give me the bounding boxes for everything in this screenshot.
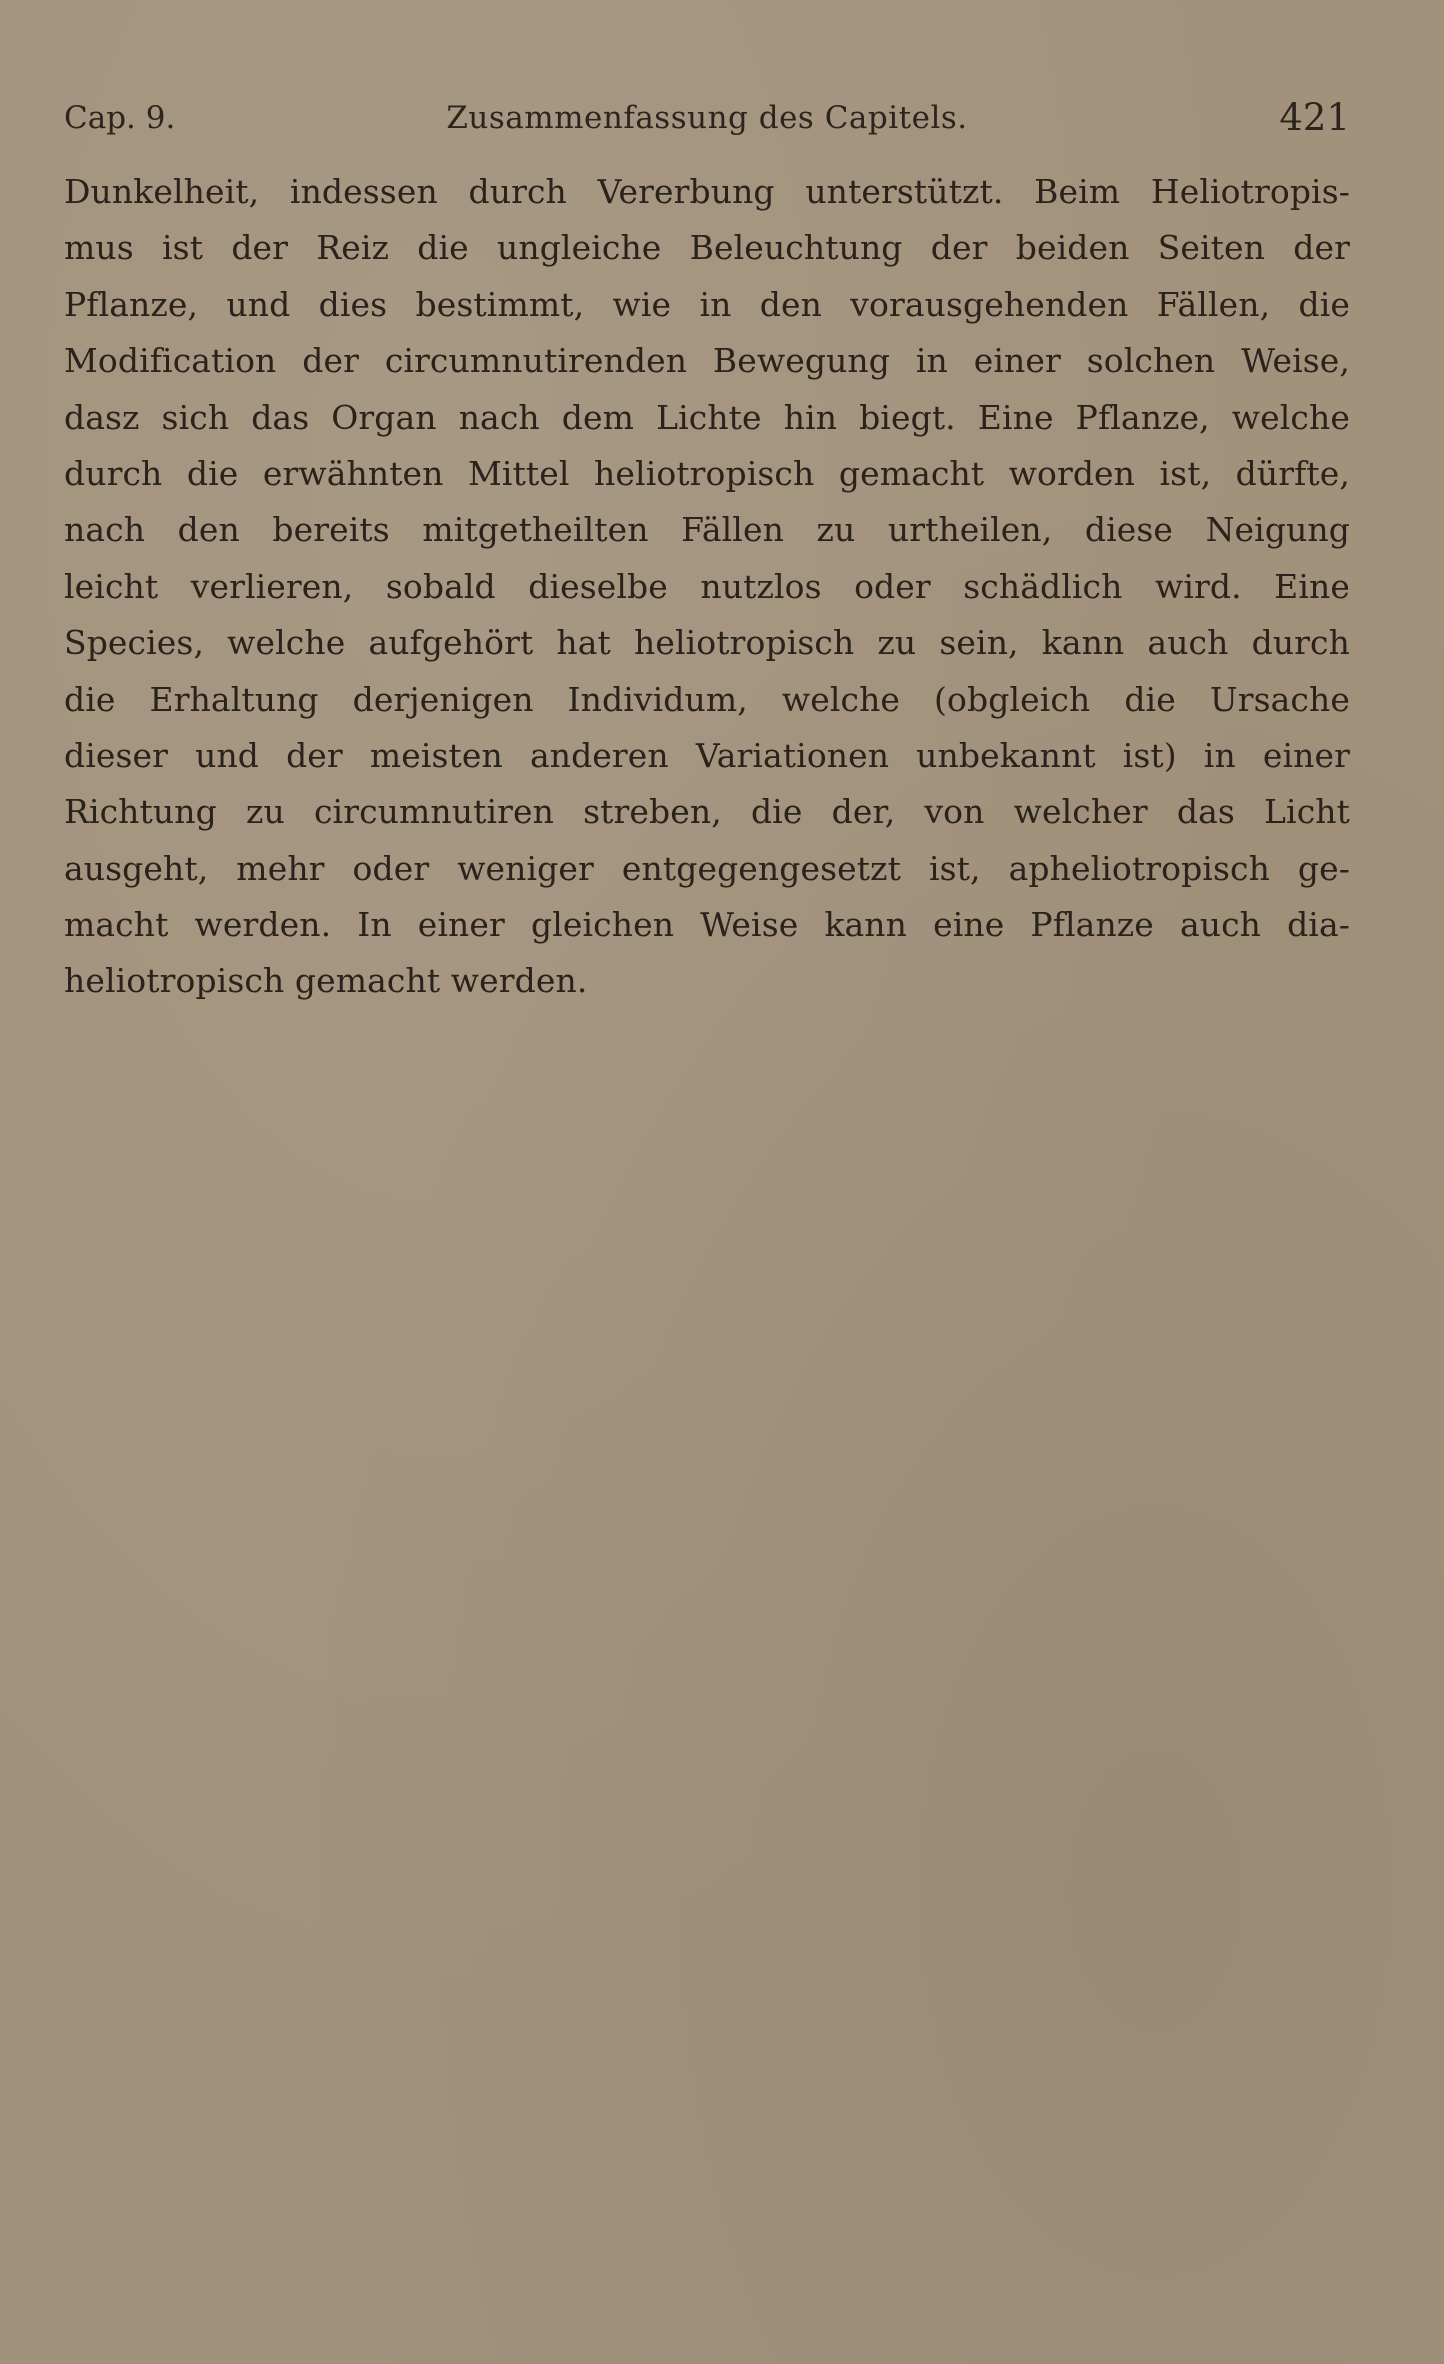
text-line: mus ist der Reiz die ungleiche Beleuchtung der beiden Seiten der bbox=[64, 228, 1350, 268]
text-line: ausgeht, mehr oder weniger entgegengesetzt ist, apheliotropisch ge- bbox=[64, 848, 1350, 888]
text-line: Species, welche aufgehört hat heliotropisch zu sein, kann auch durch bbox=[64, 623, 1350, 663]
body-paragraph bbox=[64, 164, 1350, 1010]
text-line: nach den bereits mitgetheilten Fällen zu urtheilen, diese Neigung bbox=[64, 510, 1350, 550]
section-title: Zusammenfassung des Capitels. bbox=[446, 100, 968, 136]
text-line: Dunkelheit, indessen durch Vererbung unterstützt. Beim Heliotropis- bbox=[64, 172, 1350, 211]
text-line: dasz sich das Organ nach dem Lichte hin biegt. Eine Pflanze, welche bbox=[64, 397, 1350, 437]
running-header bbox=[64, 92, 1350, 150]
book-page bbox=[64, 92, 1350, 1010]
text-line: die Erhaltung derjenigen Individum, welche (obgleich die Ursache bbox=[64, 679, 1350, 719]
text-line: durch die erwähnten Mittel heliotropisch gemacht worden ist, dürfte, bbox=[64, 453, 1350, 493]
text-line: leicht verlieren, sobald dieselbe nutzlos oder schädlich wird. Eine bbox=[64, 566, 1350, 606]
text-line: macht werden. In einer gleichen Weise kann eine Pflanze auch dia- bbox=[64, 905, 1350, 945]
text-line: heliotropisch gemacht werden. bbox=[64, 961, 588, 1001]
text-line: Richtung zu circumnutiren streben, die der, von welcher das Licht bbox=[64, 792, 1350, 832]
text-line: Pflanze, und dies bestimmt, wie in den vorausgehenden Fällen, die bbox=[64, 284, 1350, 324]
page-number: 421 bbox=[1279, 96, 1350, 139]
text-line: Modification der circumnutirenden Bewegung in einer solchen Weise, bbox=[64, 341, 1350, 381]
chapter-label: Cap. 9. bbox=[64, 100, 176, 136]
text-line: dieser und der meisten anderen Variationen unbekannt ist) in einer bbox=[64, 735, 1350, 775]
